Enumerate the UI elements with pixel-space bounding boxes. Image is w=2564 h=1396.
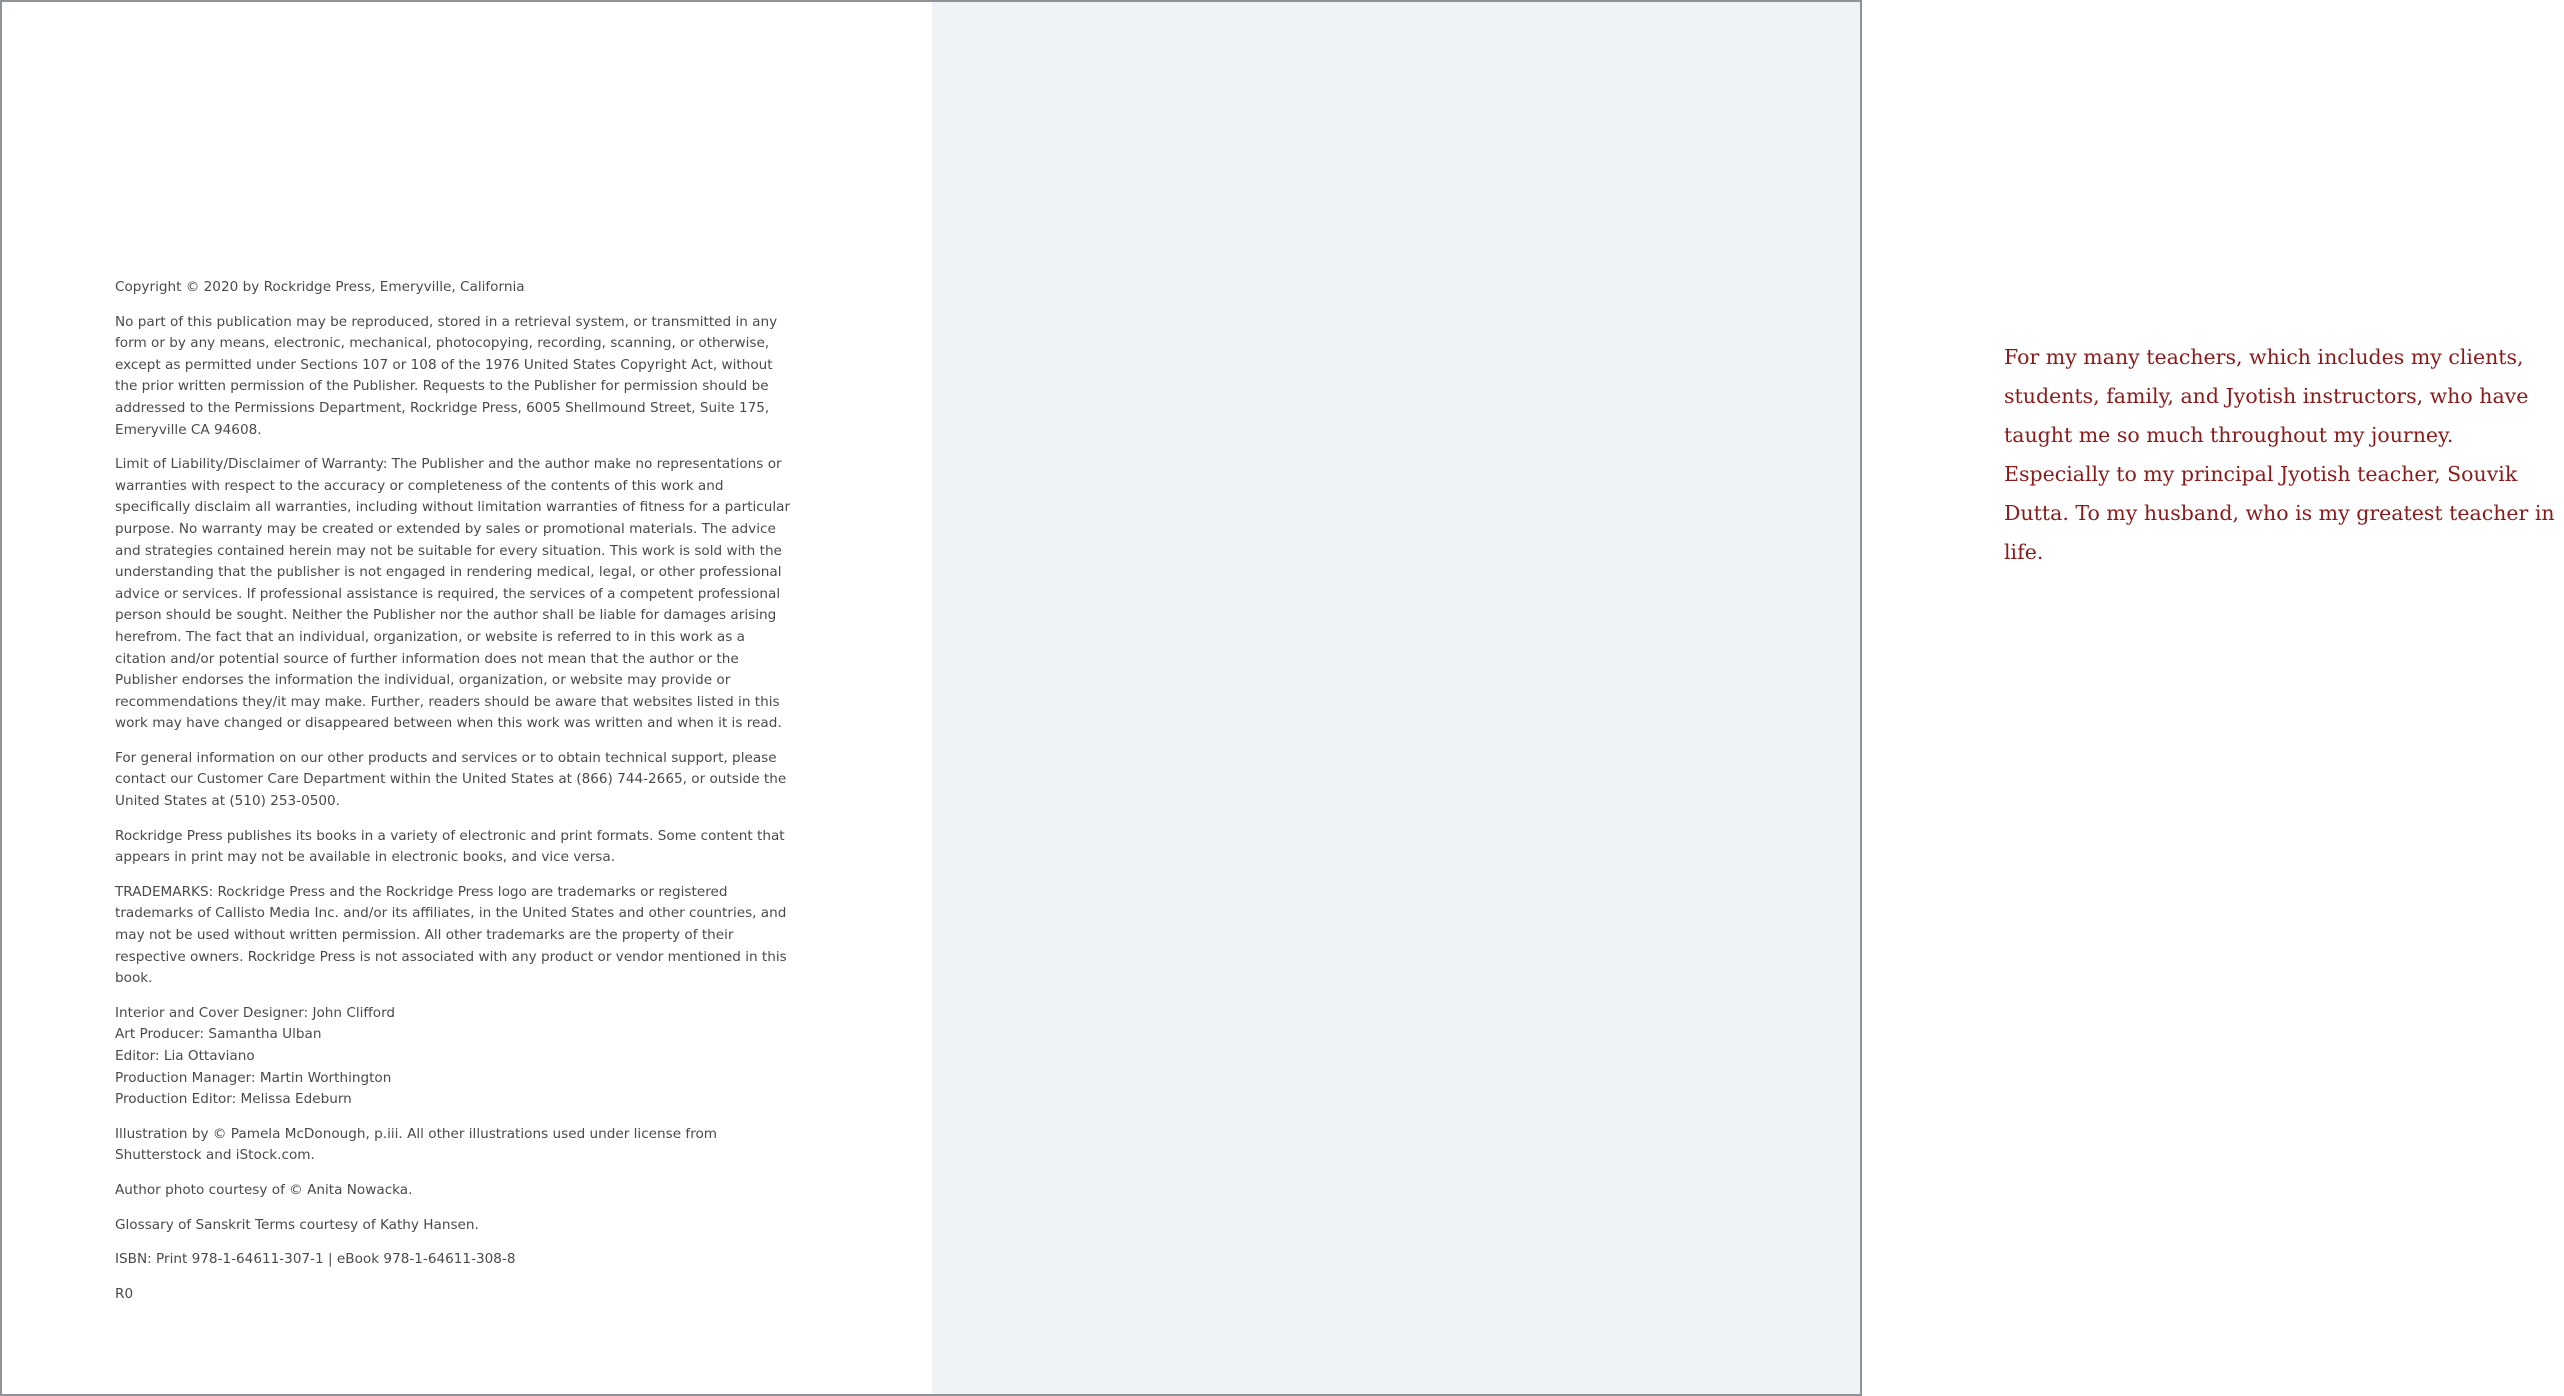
dedication-text: For my many teachers, which includes my clients, students, family, and Jyotish instructors, who have taught me so much throughout my journey. Especially to my principal Jyotish teacher, Souvik Dutta. To my husband, who is my greatest teacher in life. [2004,345,2555,564]
copyright-block [115,277,795,1318]
photo-credit: Author photo courtesy of © Anita Nowacka. [115,1181,413,1198]
trademarks-paragraph: TRADEMARKS: Rockridge Press and the Rockridge Press logo are trademarks or registered trademarks of Callisto Media Inc. and/or its affiliates, in the United States and other countries, and may not be used without written permission. All other trademarks are the property of their respective owners. Rockridge Press is not associated with any product or vendor mentioned in this book. [115,883,787,987]
liability-disclaimer-paragraph: Limit of Liability/Disclaimer of Warranty: The Publisher and the author make no representations or warranties with respect to the accuracy or completeness of the contents of this work and specifically disclaim all warranties, including without limitation warranties of fitness for a particular purpose. No warranty may be created or extended by sales or promotional materials. The advice and strategies contained herein may not be suitable for every situation. This work is sold with the understanding that the publisher is not engaged in rendering medical, legal, or other professional advice or services. If professional assistance is required, the services of a competent professional person should be sought. Neither the Publisher nor the author shall be liable for damages arising herefrom. The fact that an individual, organization, or website is referred to in this work as a citation and/or potential source of further information does not mean that the author or the Publisher endorses the information the individual, organization, or website may provide or recommendations they/it may make. Further, readers should be aware that websites listed in this work may have changed or disappeared between when this work was written and when it is read. [115,456,791,732]
formats-paragraph: Rockridge Press publishes its books in a variety of electronic and print formats. Some content that appears in print may not be available in electronic books, and vice versa. [115,827,785,866]
credit-line: Editor: Lia Ottaviano [115,1048,255,1064]
glossary-credit: Glossary of Sanskrit Terms courtesy of Kathy Hansen. [115,1216,479,1233]
isbn-line: ISBN: Print 978-1-64611-307-1 | eBook 978-1-64611-308-8 [115,1251,516,1268]
production-credits [115,1003,795,1111]
customer-care-paragraph: For general information on our other products and services or to obtain technical support, please contact our Customer Care Department within the United States at (866) 744-2665, or outside the United States at (510) 253-0500. [115,749,787,810]
rights-paragraph: No part of this publication may be reproduced, stored in a retrieval system, or transmitted in any form or by any means, electronic, mechanical, photocopying, recording, scanning, or otherwise, except as permitted under Sections 107 or 108 of the 1976 United States Copyright Act, without the prior written permission of the Publisher. Requests to the Publisher for permission should be addressed to the Permissions Department, Rockridge Press, 6005 Shellmound Street, Suite 175, Emeryville CA 94608. [115,313,778,438]
copyright-line: Copyright © 2020 by Rockridge Press, Emeryville, California [115,279,525,295]
credit-line: Interior and Cover Designer: John Clifford [115,1004,396,1021]
dedication-page [932,2,2555,1394]
printing-code: R0 [115,1285,134,1302]
copyright-page [2,2,932,1394]
credit-line: Production Editor: Melissa Edeburn [115,1091,352,1108]
credit-line: Production Manager: Martin Worthington [115,1069,392,1086]
credit-line: Art Producer: Samantha Ulban [115,1026,322,1043]
illustration-credit: Illustration by © Pamela McDonough, p.iii. All other illustrations used under license from Shutterstock and iStock.com. [115,1125,718,1164]
